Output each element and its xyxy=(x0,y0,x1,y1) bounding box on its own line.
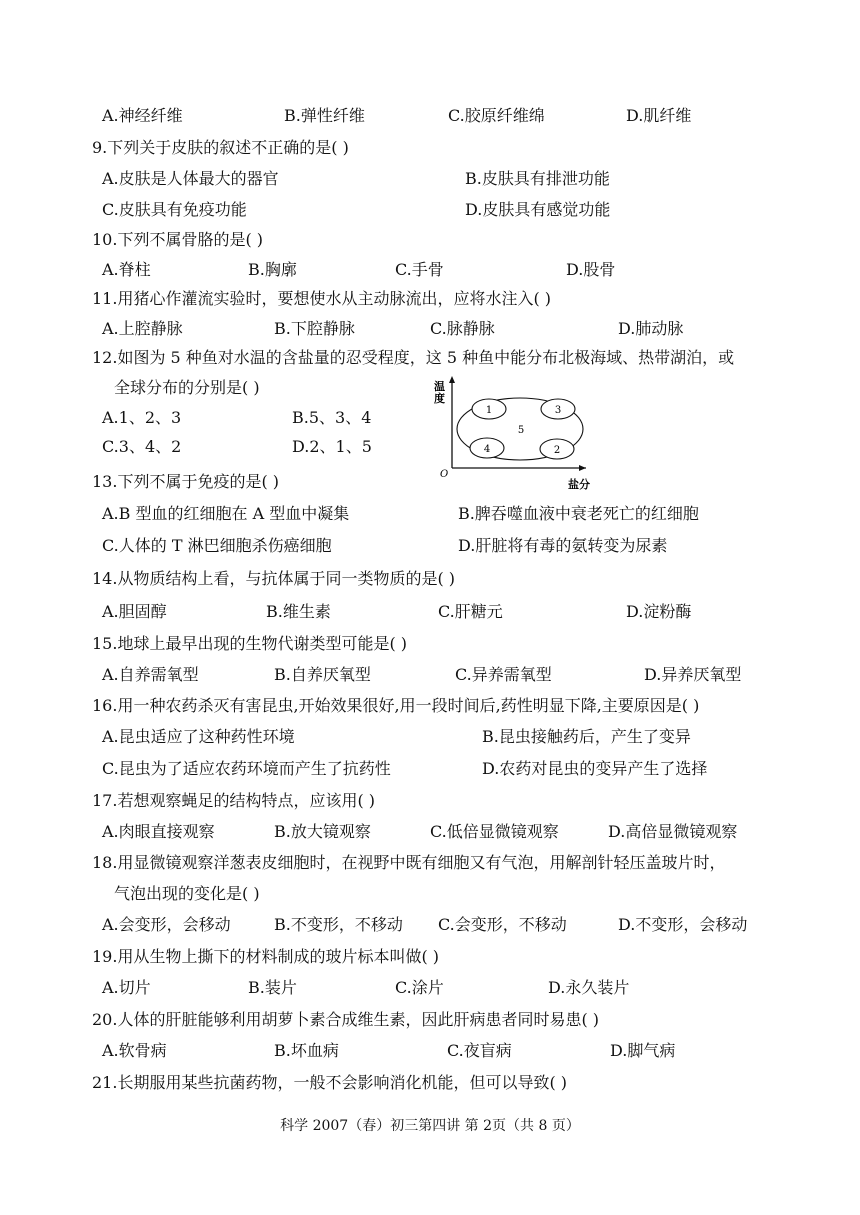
q19-stem: 19.用从生物上撕下的材料制成的玻片标本叫做( ) xyxy=(92,947,440,966)
q12-option-a: A.1、2、3 xyxy=(102,408,182,427)
q14-option-a: A.胆固醇 xyxy=(102,602,167,621)
q19-option-d: D.永久装片 xyxy=(548,978,630,997)
q20-option-d: D.脚气病 xyxy=(610,1041,676,1060)
q9-option-a: A.皮肤是人体最大的器官 xyxy=(102,169,279,188)
q8-option-a: A.神经纤维 xyxy=(102,106,183,125)
y-axis-label: 温度 xyxy=(434,380,445,405)
q16-option-a: A.昆虫适应了这种药性环境 xyxy=(102,727,295,746)
q13-option-c: C.人体的 T 淋巴细胞杀伤癌细胞 xyxy=(102,536,332,555)
q10-stem: 10.下列不属骨胳的是( ) xyxy=(92,230,264,249)
q14-option-b: B.维生素 xyxy=(266,602,331,621)
q17-stem: 17.若想观察蝇足的结构特点，应该用( ) xyxy=(92,791,376,810)
q17-option-a: A.肉眼直接观察 xyxy=(102,822,215,841)
q19-option-b: B.装片 xyxy=(248,978,297,997)
fish-tolerance-figure xyxy=(426,376,590,494)
q9-stem: 9.下列关于皮肤的叙述不正确的是( ) xyxy=(92,138,349,157)
q13-stem: 13.下列不属于免疫的是( ) xyxy=(92,472,280,491)
q12-option-c: C.3、4、2 xyxy=(102,437,182,456)
q13-option-b: B.脾吞噬血液中衰老死亡的红细胞 xyxy=(458,504,699,523)
q9-option-d: D.皮肤具有感觉功能 xyxy=(465,200,611,219)
q17-option-d: D.高倍显微镜观察 xyxy=(608,822,738,841)
q8-option-d: D.肌纤维 xyxy=(626,106,692,125)
q19-option-c: C.涂片 xyxy=(395,978,444,997)
label-1: 1 xyxy=(485,405,493,416)
q12-stem-line1: 12.如图为 5 种鱼对水温的含盐量的忍受程度，这 5 种鱼中能分布北极海域、热带湖泊，或 xyxy=(92,348,735,367)
label-2: 2 xyxy=(553,445,561,456)
q18-option-c: C.会变形，不移动 xyxy=(438,915,567,934)
q18-option-a: A.会变形，会移动 xyxy=(102,915,231,934)
q18-stem-line2: 气泡出现的变化是( ) xyxy=(114,884,260,903)
q13-option-d: D.肝脏将有毒的氨转变为尿素 xyxy=(458,536,668,555)
q10-option-b: B.胸廓 xyxy=(248,260,297,279)
origin-label: O xyxy=(440,469,449,480)
label-4: 4 xyxy=(483,444,491,455)
q11-option-c: C.脉静脉 xyxy=(430,319,495,338)
q14-option-d: D.淀粉酶 xyxy=(626,602,692,621)
q11-option-d: D.肺动脉 xyxy=(618,319,684,338)
q21-stem: 21.长期服用某些抗菌药物，一般不会影响消化机能，但可以导致( ) xyxy=(92,1073,568,1092)
q16-option-b: B.昆虫接触药后，产生了变异 xyxy=(482,727,691,746)
q16-option-d: D.农药对昆虫的变异产生了选择 xyxy=(482,759,708,778)
q15-stem: 15.地球上最早出现的生物代谢类型可能是( ) xyxy=(92,634,408,653)
q20-option-b: B.坏血病 xyxy=(274,1041,339,1060)
q10-option-c: C.手骨 xyxy=(395,260,444,279)
q16-option-c: C.昆虫为了适应农药环境而产生了抗药性 xyxy=(102,759,391,778)
q8-option-b: B.弹性纤维 xyxy=(284,106,365,125)
x-axis-label: 盐分 xyxy=(568,478,590,491)
q15-option-d: D.异养厌氧型 xyxy=(644,665,742,684)
q15-option-c: C.异养需氧型 xyxy=(455,665,552,684)
q18-option-d: D.不变形，会移动 xyxy=(618,915,748,934)
q12-option-d: D.2、1、5 xyxy=(292,437,372,456)
q11-stem: 11.用猪心作灌流实验时，要想使水从主动脉流出，应将水注入( ) xyxy=(92,289,552,308)
q20-option-a: A.软骨病 xyxy=(102,1041,167,1060)
q14-stem: 14.从物质结构上看，与抗体属于同一类物质的是( ) xyxy=(92,569,456,588)
label-5: 5 xyxy=(517,425,525,436)
q18-option-b: B.不变形，不移动 xyxy=(274,915,403,934)
q10-option-d: D.股骨 xyxy=(566,260,616,279)
q12-stem-line2: 全球分布的分别是( ) xyxy=(114,378,260,397)
label-3: 3 xyxy=(554,405,562,416)
q18-stem-line1: 18.用显微镜观察洋葱表皮细胞时，在视野中既有细胞又有气泡，用解剖针轻压盖玻片时， xyxy=(92,853,726,872)
y-axis-arrow xyxy=(449,376,455,383)
q8-option-c: C.胶原纤维绵 xyxy=(448,106,545,125)
q11-option-b: B.下腔静脉 xyxy=(274,319,355,338)
q20-stem: 20.人体的肝脏能够利用胡萝卜素合成维生素，因此肝病患者同时易患( ) xyxy=(92,1010,600,1029)
q10-option-a: A.脊柱 xyxy=(102,260,151,279)
x-axis-arrow xyxy=(579,465,586,471)
q17-option-c: C.低倍显微镜观察 xyxy=(430,822,559,841)
q16-stem: 16.用一种农药杀灭有害昆虫,开始效果很好,用一段时间后,药性明显下降,主要原因是( ) xyxy=(92,696,700,715)
q15-option-b: B.自养厌氧型 xyxy=(274,665,371,684)
q15-option-a: A.自养需氧型 xyxy=(102,665,199,684)
q17-option-b: B.放大镜观察 xyxy=(274,822,371,841)
q14-option-c: C.肝糖元 xyxy=(438,602,503,621)
q11-option-a: A.上腔静脉 xyxy=(102,319,183,338)
q20-option-c: C.夜盲病 xyxy=(447,1041,512,1060)
q13-option-a: A.B 型血的红细胞在 A 型血中凝集 xyxy=(102,504,350,523)
q19-option-a: A.切片 xyxy=(102,978,151,997)
page-footer: 科学 2007（春）初三第四讲 第 2页（共 8 页） xyxy=(280,1118,580,1134)
q9-option-b: B.皮肤具有排泄功能 xyxy=(465,169,610,188)
q12-option-b: B.5、3、4 xyxy=(292,408,372,427)
q9-option-c: C.皮肤具有免疫功能 xyxy=(102,200,247,219)
